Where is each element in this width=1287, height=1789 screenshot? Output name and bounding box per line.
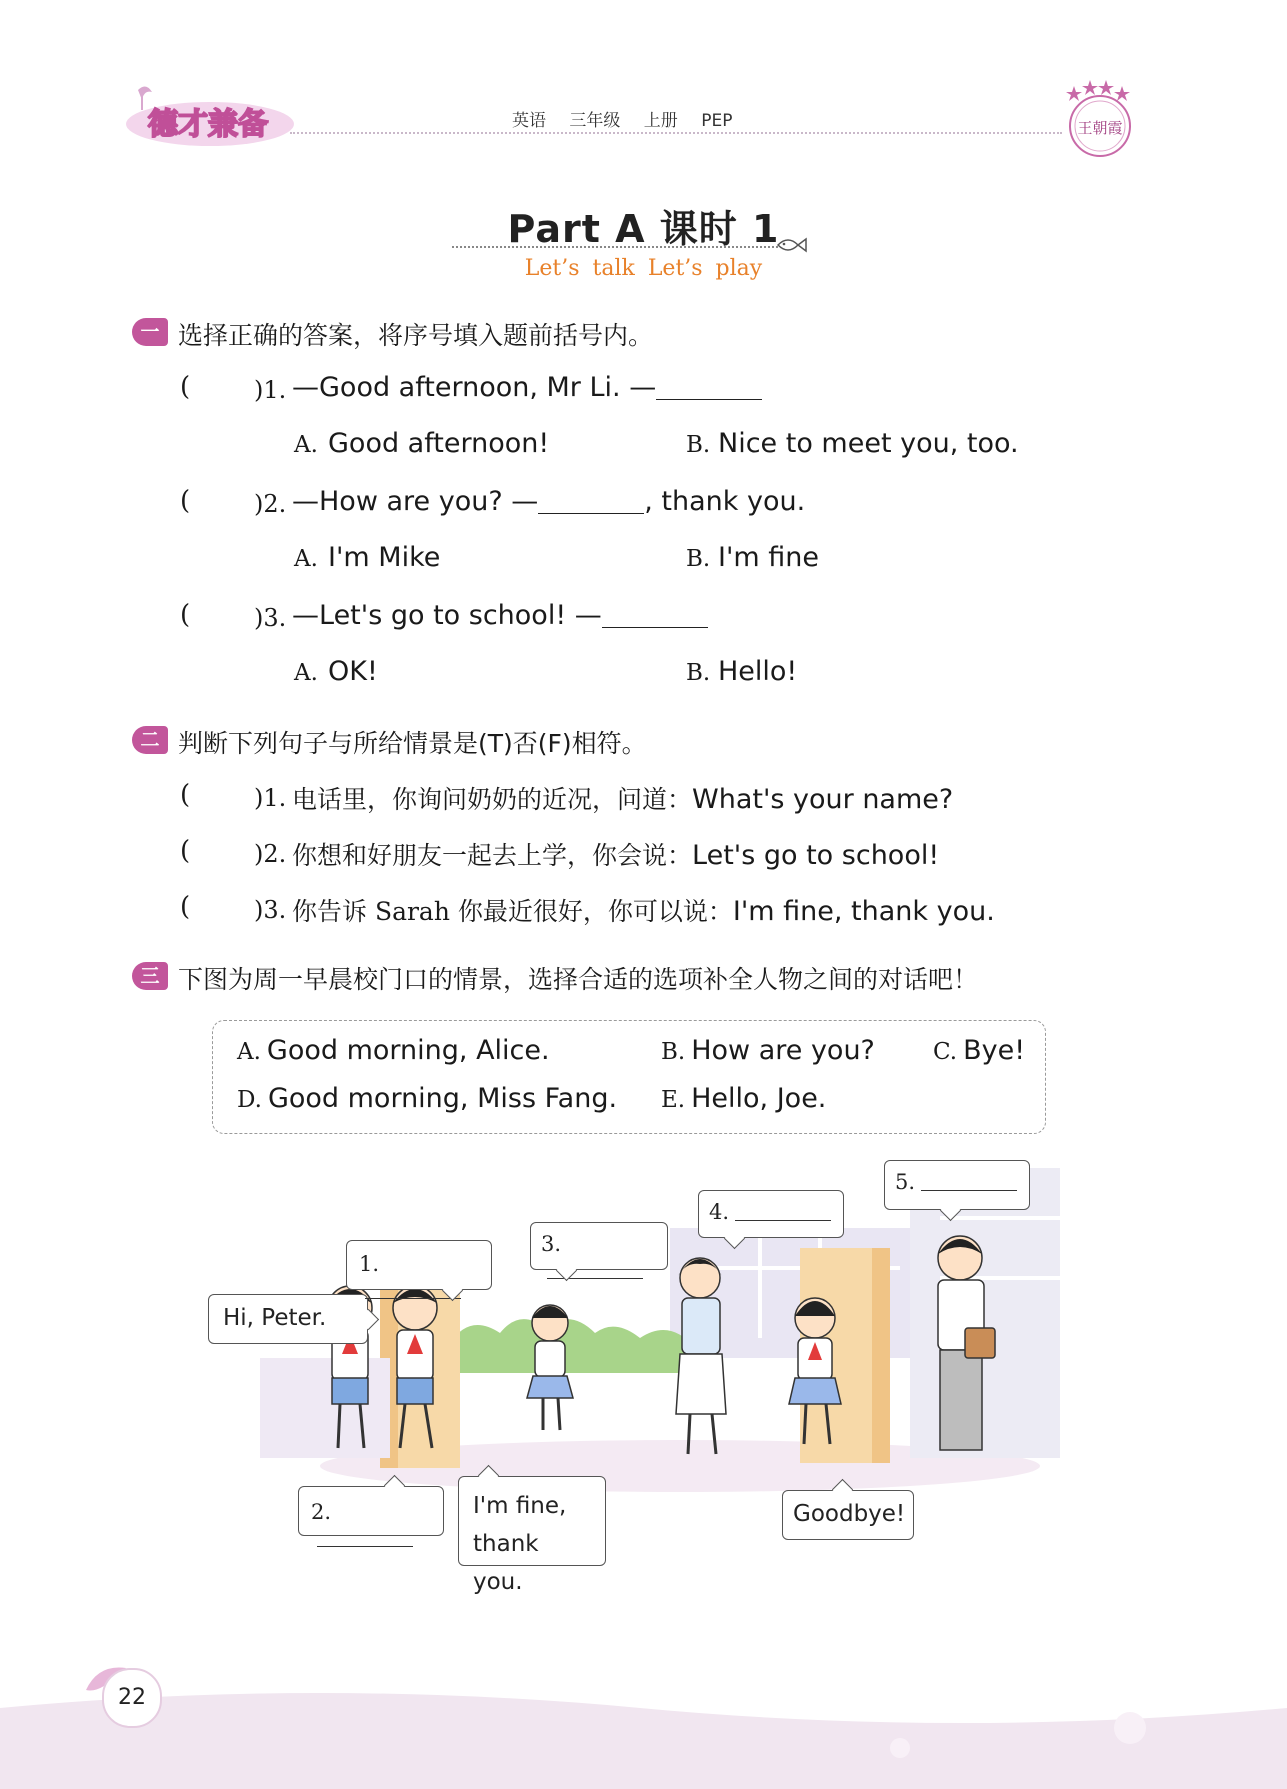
brand-logo-text: 德才兼备 <box>148 107 268 142</box>
bubble-number: 1. <box>359 1252 380 1276</box>
question-stem-text: —Let's go to school! — <box>292 600 602 631</box>
brand-logo <box>118 80 296 152</box>
option-letter: B. <box>686 660 711 686</box>
question-stem <box>292 892 995 928</box>
speech-bubble-1 <box>346 1240 492 1290</box>
question-situation: 你告诉 Sarah 你最近很好，你可以说： <box>292 897 733 926</box>
bubble-number: 3. <box>541 1232 562 1256</box>
answer-blank[interactable] <box>538 489 644 514</box>
speech-bubble-goodbye <box>782 1490 914 1540</box>
option-c: C. Bye! <box>933 1035 1026 1066</box>
answer-blank[interactable] <box>602 603 708 628</box>
option-letter: A. <box>294 660 318 686</box>
option-text: I'm fine <box>718 542 819 573</box>
question-stem-text: —Good afternoon, Mr Li. — <box>292 372 657 403</box>
question-sentence: Let's go to school! <box>692 840 940 871</box>
header-divider <box>290 132 1062 134</box>
option-text: Hello! <box>718 656 798 687</box>
section-2-instruction: 判断下列句子与所给情景是(T)否(F)相符。 <box>178 729 647 758</box>
answer-paren: ( <box>180 486 191 516</box>
section-1-number: 一 <box>132 318 168 346</box>
question-number: )1. <box>254 376 287 404</box>
option-text: Good afternoon! <box>328 428 550 459</box>
speech-bubble-5 <box>884 1160 1030 1210</box>
option-text: Nice to meet you, too. <box>718 428 1019 459</box>
answer-paren: ( <box>180 836 191 866</box>
answer-paren: ( <box>180 372 191 402</box>
header-subject: 英语 三年级 上册 PEP <box>512 111 733 131</box>
section-2-number: 二 <box>132 726 168 754</box>
answer-paren: ( <box>180 892 191 922</box>
bubble-number: 5. <box>895 1170 916 1194</box>
bubble-text: Goodbye! <box>793 1501 906 1527</box>
question-stem-text: —How are you? — <box>292 486 539 517</box>
option-box <box>212 1020 1046 1134</box>
bubble-number: 2. <box>311 1500 332 1524</box>
speech-bubble-3 <box>530 1222 668 1270</box>
option-text: OK! <box>328 656 378 687</box>
question-number: )1. <box>254 784 287 812</box>
section-3-number: 三 <box>132 962 168 990</box>
question-number: )3. <box>254 604 287 632</box>
bubble-text: I'm fine, <box>473 1493 567 1519</box>
answer-paren: ( <box>180 600 191 630</box>
answer-blank[interactable] <box>656 375 762 400</box>
question-stem <box>292 372 762 403</box>
bubble-answer-blank[interactable] <box>317 1528 413 1547</box>
option-letter: A. <box>294 546 318 572</box>
fish-icon <box>776 236 810 254</box>
option-a: A. Good morning, Alice. <box>237 1035 550 1066</box>
title-underline <box>452 246 778 248</box>
option-letter: B. <box>686 432 711 458</box>
speech-bubble-hi-peter <box>208 1294 368 1344</box>
speech-bubble-4 <box>698 1190 844 1238</box>
seal-text: 王朝霞 <box>1077 119 1123 137</box>
option-e: E. Hello, Joe. <box>661 1083 827 1114</box>
page-title: Part A 课时 1 <box>507 207 780 251</box>
option-letter: A. <box>294 432 318 458</box>
question-situation: 你想和好朋友一起去上学，你会说： <box>292 841 693 870</box>
bubble-answer-blank[interactable] <box>921 1172 1017 1191</box>
question-number: )2. <box>254 490 287 518</box>
option-letter: B. <box>686 546 711 572</box>
bubble-answer-blank[interactable] <box>735 1202 831 1221</box>
option-d: D. Good morning, Miss Fang. <box>237 1083 618 1114</box>
page-subtitle: Let’s talk Let’s play <box>524 256 763 281</box>
question-stem-text: , thank you. <box>644 486 806 517</box>
bubble-number: 4. <box>709 1200 730 1224</box>
speech-bubble-fine <box>458 1476 606 1595</box>
option-text: I'm Mike <box>328 542 441 573</box>
question-number: )3. <box>254 896 287 924</box>
bubble-text: Hi, Peter. <box>223 1305 327 1331</box>
answer-paren: ( <box>180 780 191 810</box>
bubble-text: thank you. <box>473 1531 539 1595</box>
section-3-instruction: 下图为周一早晨校门口的情景，选择合适的选项补全人物之间的对话吧！ <box>178 965 979 994</box>
question-number: )2. <box>254 840 287 868</box>
page-number: 22 <box>102 1668 162 1728</box>
question-stem <box>292 836 939 872</box>
question-stem <box>292 780 953 816</box>
question-situation: 电话里，你询问奶奶的近况，问道： <box>292 785 693 814</box>
publisher-seal-logo <box>1058 78 1142 170</box>
section-1-instruction: 选择正确的答案，将序号填入题前括号内。 <box>178 321 654 350</box>
speech-bubble-2 <box>298 1486 444 1536</box>
question-sentence: I'm fine, thank you. <box>732 896 995 927</box>
option-b: B. How are you? <box>661 1035 875 1066</box>
footer-band <box>0 1688 1287 1789</box>
question-stem <box>292 600 708 631</box>
question-sentence: What's your name? <box>692 784 954 815</box>
question-stem <box>292 486 805 517</box>
